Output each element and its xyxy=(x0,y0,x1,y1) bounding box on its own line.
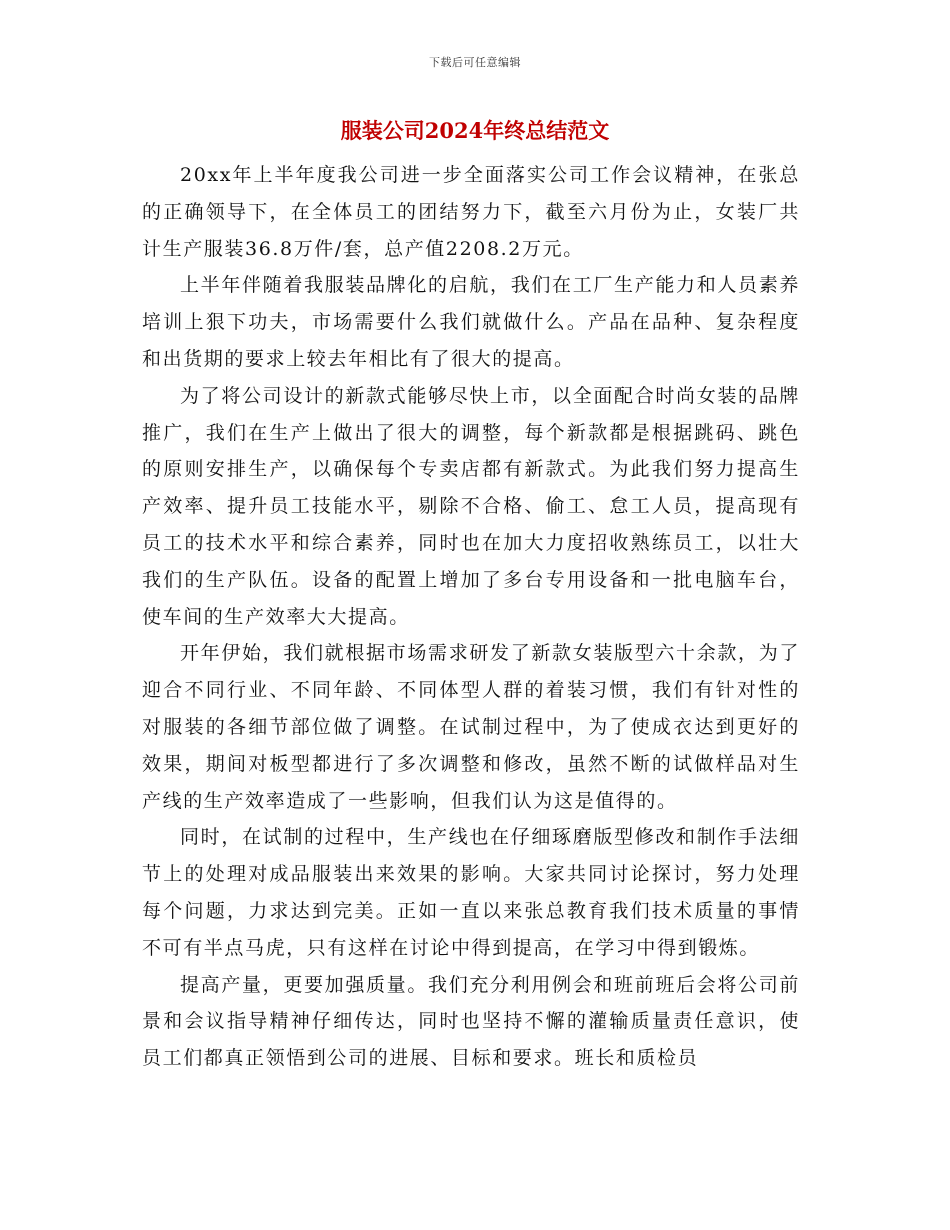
paragraph-4: 开年伊始，我们就根据市场需求研发了新款女装版型六十余款，为了迎合不同行业、不同年龄、不同体型人群的着装习惯，我们有针对性的对服装的各细节部位做了调整。在试制过程中，为了使成衣达到更好的效果，期间对板型都进行了多次调整和修改，虽然不断的试做样品对生产线的生产效率造成了一些影响，但我们认为这是值得的。 xyxy=(142,642,800,812)
document-title: 服装公司2024年终总结范文 xyxy=(340,118,610,143)
paragraph-5: 同时，在试制的过程中，生产线也在仔细琢磨版型修改和制作手法细节上的处理对成品服装出来效果的影响。大家共同讨论探讨，努力处理每个问题，力求达到完美。正如一直以来张总教育我们技术质量的事情不可有半点马虎，只有这样在讨论中得到提高，在学习中得到锻炼。 xyxy=(142,826,800,959)
document-body xyxy=(142,157,800,1077)
header-note: 下载后可任意编辑 xyxy=(429,56,521,69)
paragraph-2: 上半年伴随着我服装品牌化的启航，我们在工厂生产能力和人员素养培训上狠下功夫，市场需要什么我们就做什么。产品在品种、复杂程度和出货期的要求上较去年相比有了很大的提高。 xyxy=(142,274,800,370)
paragraph-3: 为了将公司设计的新款式能够尽快上市，以全面配合时尚女装的品牌推广，我们在生产上做出了很大的调整，每个新款都是根据跳码、跳色的原则安排生产，以确保每个专卖店都有新款式。为此我们努力提高生产效率、提升员工技能水平，剔除不合格、偷工、怠工人员，提高现有员工的技术水平和综合素养，同时也在加大力度招收熟练员工，以壮大我们的生产队伍。设备的配置上增加了多台专用设备和一批电脑车台，使车间的生产效率大大提高。 xyxy=(142,384,800,628)
paragraph-6: 提高产量，更要加强质量。我们充分利用例会和班前班后会将公司前景和会议指导精神仔细传达，同时也坚持不懈的灌输质量责任意识，使员工们都真正领悟到公司的进展、目标和要求。班长和质检员 xyxy=(142,973,800,1070)
paragraph-1: 20xx年上半年度我公司进一步全面落实公司工作会议精神，在张总的正确领导下，在全体员工的团结努力下，截至六月份为止，女装厂共计生产服装36.8万件/套，总产值2208.2万元。 xyxy=(142,164,800,260)
